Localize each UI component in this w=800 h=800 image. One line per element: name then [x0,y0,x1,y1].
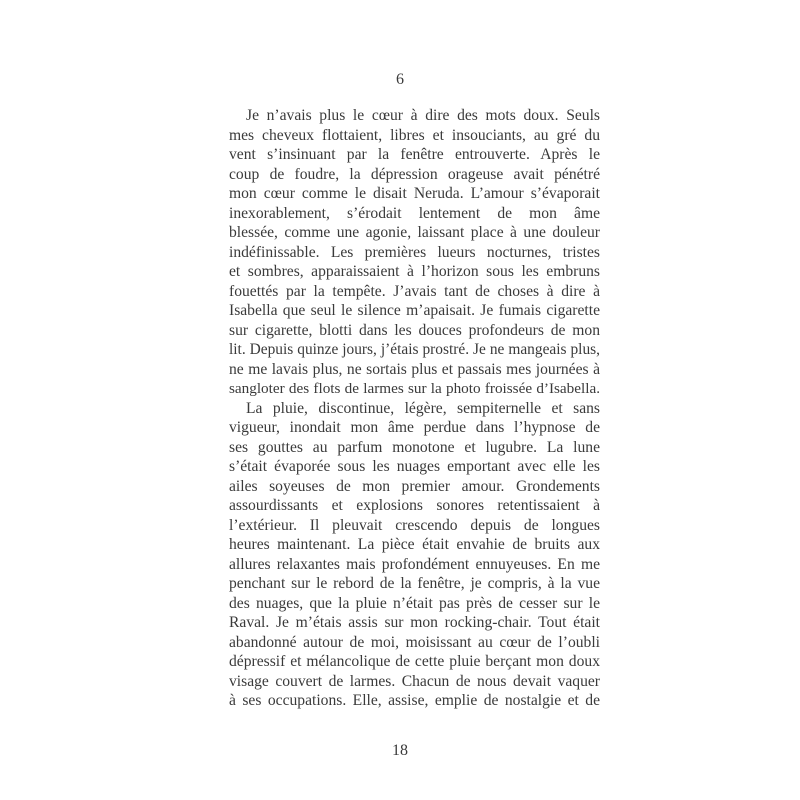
text-line: La pluie, discontinue, légère, sempiternelle et sans [246,399,600,417]
text-line: fouettés par la tempête. J’avais tant de choses à dire à [229,282,600,300]
text-line: allures relaxantes mais profondément ennuyeuses. En me [229,555,600,573]
text-line: penchant sur le rebord de la fenêtre, je compris, à la vue [229,575,600,592]
text-line: l’extérieur. Il pleuvait crescendo depuis de longues [229,516,600,534]
text-line: mes cheveux flottaient, libres et insouciants, au gré du [229,126,600,144]
text-line: abandonné autour de moi, moisissant au cœur de l’oubli [229,633,600,651]
text-line: dépressif et mélancolique de cette pluie berçant mon doux [229,653,600,670]
paragraph-1 [229,106,600,399]
text-line: vigueur, inondait mon âme perdue dans l’hypnose de [229,419,600,436]
text-line: Isabella que seul le silence m’apaisait. Je fumais cigarette [229,302,600,319]
body-text [229,106,600,711]
text-line: sangloter des flots de larmes sur la photo froissée d’Isabella. [229,380,600,397]
text-line: et sombres, apparaissaient à l’horizon sous les embruns [229,263,600,280]
chapter-number: 6 [396,71,404,88]
text-line: vent s’insinuant par la fenêtre entrouverte. Après le [229,146,600,163]
text-line: ses gouttes au parfum monotone et lugubre. La lune [229,438,600,456]
text-line: des nuages, que la pluie n’était pas près de cesser sur le [229,594,600,612]
text-line: mon cœur comme le disait Neruda. L’amour s’évaporait [229,185,600,202]
text-line: sur cigarette, blotti dans les douces profondeurs de mon [229,321,600,339]
page-number: 18 [392,742,408,759]
text-line: inexorablement, s’érodait lentement de mon âme [229,204,600,222]
text-line: ailes soyeuses de mon premier amour. Grondements [229,477,600,495]
text-line: indéfinissable. Les premières lueurs nocturnes, tristes [229,243,600,261]
text-line: heures maintenant. La pièce était envahie de bruits aux [229,536,600,553]
text-line: blessée, comme une agonie, laissant place à une douleur [229,224,600,241]
text-line: Je n’avais plus le cœur à dire des mots doux. Seuls [246,107,600,124]
text-line: coup de foudre, la dépression orageuse avait pénétré [229,165,600,183]
text-line: s’était évaporée sous les nuages emportant avec elle les [229,458,600,475]
text-line: assourdissants et explosions sonores retentissaient à [229,497,600,514]
text-line: ne me lavais plus, ne sortais plus et passais mes journées à [229,360,600,378]
text-line: à ses occupations. Elle, assise, emplie de nostalgie et de [229,692,600,709]
paragraph-2 [229,399,600,711]
text-line: Raval. Je m’étais assis sur mon rocking-chair. Tout était [229,614,600,631]
text-line: lit. Depuis quinze jours, j’étais prostré. Je ne mangeais plus, [229,341,600,358]
text-line: visage couvert de larmes. Chacun de nous devait vaquer [229,672,600,690]
